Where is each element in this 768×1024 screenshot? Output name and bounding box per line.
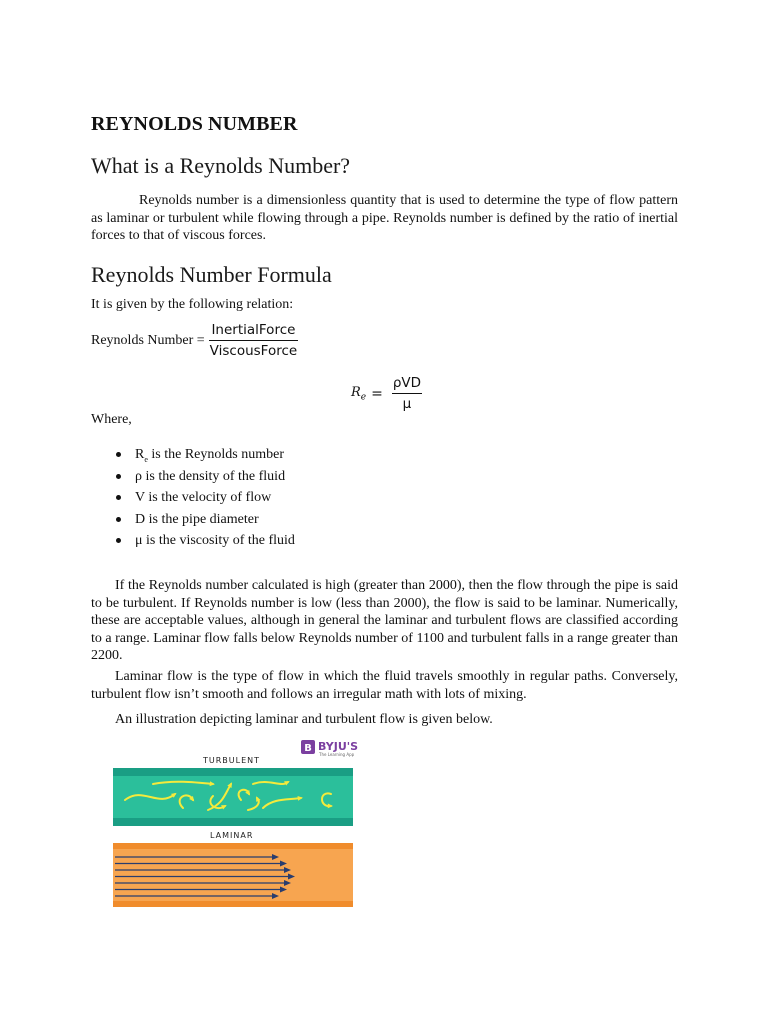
formula-word-lhs: Reynolds Number =: [91, 332, 205, 348]
flow-illustration: [113, 738, 373, 913]
list-item-symbol: R: [135, 447, 145, 462]
document-title: REYNOLDS NUMBER: [91, 113, 298, 135]
list-item-text: ρ is the density of the fluid: [135, 468, 286, 484]
list-item-subscript: e: [144, 454, 148, 464]
list-item-label: is the Reynolds number: [147, 447, 285, 462]
list-item: [91, 468, 295, 490]
formula-word-numerator: InertialForce: [211, 322, 296, 338]
formula-word-denominator: ViscousForce: [209, 343, 298, 359]
list-item: [91, 532, 295, 554]
reynolds-range-paragraph: If the Reynolds number calculated is high (greater than 2000), then the flow through the pipe is said to be turbulent. If Reynolds number is low (less than 2000), the flow is said to be laminar. Numerically, these are acceptable values, although in general the laminar and turbulent flows are classified according to a range. Laminar flow falls below Reynolds number of 1100 and turbulent falls in a range greater than 2200.: [91, 578, 678, 663]
formula-symbolic-numerator: ρVD: [392, 375, 422, 391]
turbulent-pipe: [113, 768, 353, 826]
section-heading-what-is: What is a Reynolds Number?: [91, 153, 351, 178]
bullet-icon: [116, 495, 121, 500]
formula-word: [91, 322, 298, 359]
list-item-text: μ is the viscosity of the fluid: [135, 533, 295, 548]
formula-word-fraction: [209, 322, 299, 359]
where-label: Where,: [91, 412, 132, 427]
list-item-text: [135, 447, 284, 462]
flow-illustration-svg: [113, 738, 373, 913]
turbulent-label: TURBULENT: [203, 756, 261, 765]
intro-paragraph: Reynolds number is a dimensionless quantity that is used to determine the type of flow pattern as laminar or turbulent while flowing through a pipe. Reynolds number is defined by the ratio of inertial forces to that of viscous forces.: [91, 193, 678, 243]
bullet-icon: [116, 517, 121, 522]
variable-list: [91, 446, 295, 554]
fraction-bar: [209, 340, 299, 341]
byjus-logo: [301, 740, 358, 757]
laminar-label: LAMINAR: [210, 831, 254, 840]
list-item-text: D is the pipe diameter: [135, 511, 259, 527]
bullet-icon: [116, 474, 121, 479]
laminar-pipe: [113, 843, 353, 907]
list-item: [91, 489, 295, 511]
bullet-icon: [116, 538, 121, 543]
formula-symbol: R: [351, 384, 361, 400]
formula-symbolic-denominator: μ: [402, 396, 412, 412]
formula-subscript: e: [360, 392, 367, 403]
section-heading-formula: Reynolds Number Formula: [91, 262, 332, 287]
byjus-logo-tagline: The Learning App: [319, 752, 355, 757]
formula-equals: =: [371, 385, 383, 402]
fraction-bar: [392, 393, 422, 394]
byjus-logo-letter: B: [304, 743, 312, 754]
formula-symbolic: [351, 375, 422, 412]
list-item: [91, 446, 295, 468]
formula-symbolic-lhs: [351, 385, 366, 403]
byjus-logo-text: BYJU'S: [318, 740, 359, 753]
illustration-caption: An illustration depicting laminar and turbulent flow is given below.: [115, 712, 493, 727]
laminar-turbulent-paragraph: Laminar flow is the type of flow in which the fluid travels smoothly in regular paths. Conversely, turbulent flow isn’t smooth and follows an irregular math with lots of mixing.: [91, 669, 678, 702]
formula-intro: It is given by the following relation:: [91, 297, 294, 312]
list-item-text: V is the velocity of flow: [135, 490, 272, 505]
bullet-icon: [116, 452, 121, 457]
list-item: [91, 511, 295, 533]
formula-symbolic-fraction: [392, 375, 422, 412]
